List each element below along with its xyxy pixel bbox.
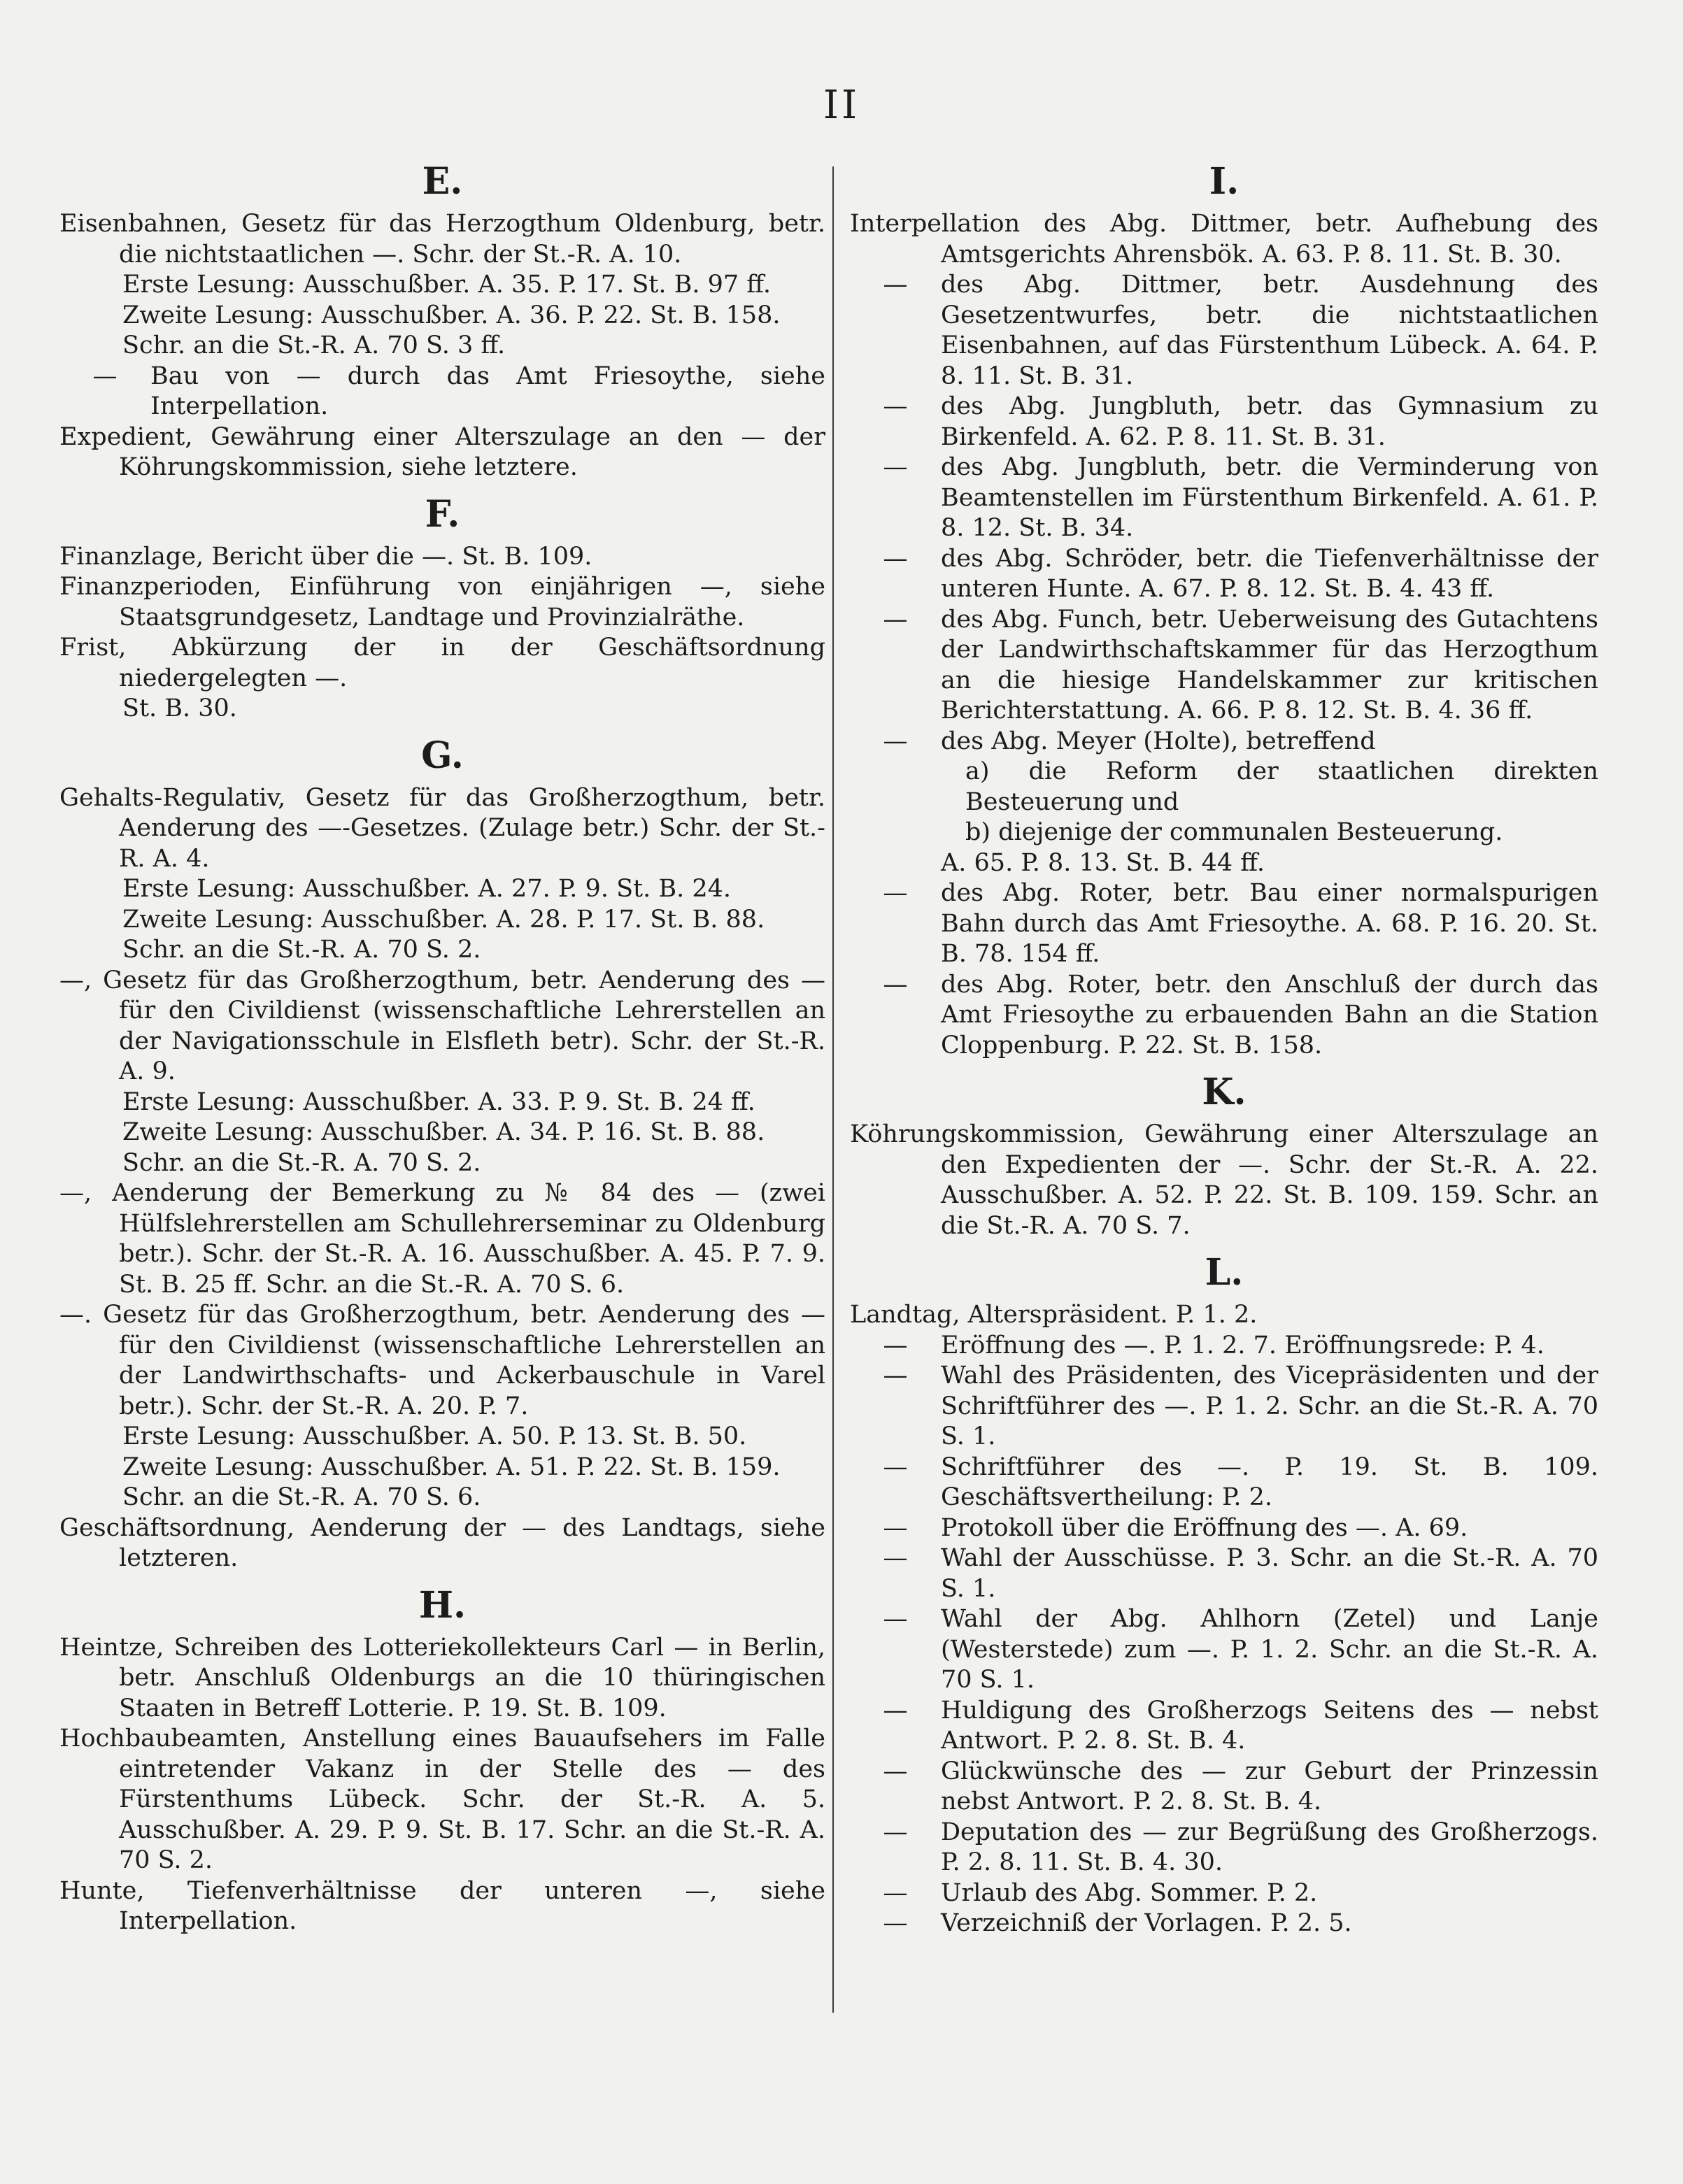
entry-dash: — <box>883 605 908 634</box>
entry-text: Wahl des Präsidenten, des Vicepräsidenten und der Schriftführer des —. P. 1. 2. Schr. an die St.-R. A. 70 S. 1. <box>941 1362 1598 1450</box>
entry-dash: — <box>883 1453 908 1481</box>
entry-finanzlage: Finanzlage, Bericht über die —. St. B. 109. <box>59 542 592 571</box>
entry-landtag-eroeffnung <box>850 1331 1598 1362</box>
entry-landtag-schriftfuehrer <box>850 1453 1598 1513</box>
entry-gehalts-first-reading-2: Erste Lesung: Ausschußber. A. 33. P. 9. St. B. 24 ff. <box>122 1087 755 1116</box>
entry-dash: — <box>883 727 908 755</box>
entry-frist: Frist, Abkürzung der in der Geschäftsordnung niedergelegten —. <box>59 634 825 692</box>
entry-gehalts-regulativ: Gehalts-Regulativ, Gesetz für das Großherzogthum, betr. Aenderung des —-Gesetzes. (Zulage betr.) Schr. der St.-R. A. 4. <box>59 783 825 873</box>
entry-text: Deputation des — zur Begrüßung des Großherzogs. P. 2. 8. 11. St. B. 4. 30. <box>941 1818 1598 1876</box>
entry-text: des Abg. Jungbluth, betr. das Gymnasium zu Birkenfeld. A. 62. P. 8. 11. St. B. 31. <box>941 392 1598 451</box>
entry-text: des Abg. Funch, betr. Ueberweisung des Gutachtens der Landwirthschaftskammer für das Herzogthum an die hiesige Handelskammer zur kritischen Berichterstattung. A. 66. P. 8. 12. St. B. 4. 36 ff. <box>941 605 1598 725</box>
entry-landtag-wahl-ausschuesse <box>850 1543 1598 1604</box>
entry-text: des Abg. Meyer (Holte), betreffend <box>941 727 1376 755</box>
entry-koehrungskommission: Köhrungskommission, Gewährung einer Alterszulage an den Expedienten der —. Schr. der St.-R. A. 22. Ausschußber. A. 52. P. 22. St. B. 109. 159. Schr. an die St.-R. A. 70 S. 7. <box>850 1120 1598 1240</box>
entry-landtag-glueckwuensche <box>850 1757 1598 1818</box>
entry-interpellation-meyer-a: a) die Reform der staatlichen direkten Besteuerung und <box>965 757 1598 816</box>
column-divider <box>832 166 834 2013</box>
entry-dash: — <box>883 1909 908 1937</box>
entry-landtag-urlaub <box>850 1878 1598 1909</box>
entry-dash: — <box>883 1818 908 1846</box>
entry-text: Eröffnung des —. P. 1. 2. 7. Eröffnungsrede: P. 4. <box>941 1331 1544 1359</box>
entry-gehalts-schr-2: Schr. an die St.-R. A. 70 S. 2. <box>122 1148 481 1177</box>
entry-dash: — <box>883 1331 908 1359</box>
entry-landtag-huldigung <box>850 1696 1598 1757</box>
entry-text: des Abg. Dittmer, betr. Ausdehnung des Gesetzentwurfes, betr. die nichtstaatlichen Eisenbahnen, auf das Fürstenthum Lübeck. A. 64. P. 8. 11. St. B. 31. <box>941 271 1598 390</box>
entry-geschaeftsordnung: Geschäftsordnung, Aenderung der — des Landtags, siehe letzteren. <box>59 1513 825 1572</box>
entry-text: des Abg. Roter, betr. den Anschluß der durch das Amt Friesoythe zu erbauenden Bahn an die Station Cloppenburg. P. 22. St. B. 158. <box>941 970 1598 1059</box>
entry-interpellation-jungbluth-1 <box>850 392 1598 452</box>
entry-gehalts-second-reading: Zweite Lesung: Ausschußber. A. 28. P. 17. St. B. 88. <box>122 905 765 934</box>
entry-text: Glückwünsche des — zur Geburt der Prinzessin nebst Antwort. P. 2. 8. St. B. 4. <box>941 1757 1598 1815</box>
entry-interpellation-meyer <box>850 727 1598 757</box>
section-letter-e: E. <box>422 160 463 203</box>
entry-landtag: Landtag, Alterspräsident. P. 1. 2. <box>850 1301 1258 1329</box>
entry-text: Verzeichniß der Vorlagen. P. 2. 5. <box>941 1909 1352 1937</box>
entry-eisenbahnen-bau <box>59 362 825 422</box>
entry-dash: — <box>883 392 908 420</box>
entry-landtag-deputation <box>850 1818 1598 1878</box>
entry-interpellation-dittmer-1: Interpellation des Abg. Dittmer, betr. Aufhebung des Amtsgerichts Ahrensbök. A. 63. P. 8. 11. St. B. 30. <box>850 210 1598 269</box>
entry-gehalts-first-reading-3: Erste Lesung: Ausschußber. A. 50. P. 13. St. B. 50. <box>122 1422 747 1450</box>
entry-gehalts-schr: Schr. an die St.-R. A. 70 S. 2. <box>122 936 481 964</box>
entry-text: des Abg. Jungbluth, betr. die Verminderung von Beamtenstellen im Fürstenthum Birkenfeld. A. 61. P. 8. 12. St. B. 34. <box>941 453 1598 542</box>
entry-dash: — <box>883 1544 908 1572</box>
entry-dash: — <box>883 1362 908 1390</box>
entry-interpellation-schroeder <box>850 544 1598 605</box>
entry-text: des Abg. Roter, betr. Bau einer normalspurigen Bahn durch das Amt Friesoythe. A. 68. P. 16. 20. St. B. 78. 154 ff. <box>941 879 1598 968</box>
entry-text: des Abg. Schröder, betr. die Tiefenverhältnisse der unteren Hunte. A. 67. P. 8. 12. St. B. 4. 43 ff. <box>941 544 1598 603</box>
entry-dash: — <box>883 544 908 573</box>
section-letter-f: F. <box>425 492 460 536</box>
entry-gehalts-second-reading-3: Zweite Lesung: Ausschußber. A. 51. P. 22. St. B. 159. <box>122 1453 781 1481</box>
entry-heintze: Heintze, Schreiben des Lotteriekollekteurs Carl — in Berlin, betr. Anschluß Oldenburgs an die 10 thüringischen Staaten in Betreff Lotterie. P. 19. St. B. 109. <box>59 1633 825 1722</box>
entry-text: Urlaub des Abg. Sommer. P. 2. <box>941 1878 1318 1907</box>
entry-dash: — <box>883 970 908 999</box>
entry-text: Wahl der Ausschüsse. P. 3. Schr. an die St.-R. A. 70 S. 1. <box>941 1544 1598 1603</box>
entry-text: Protokoll über die Eröffnung des —. A. 69. <box>941 1513 1468 1542</box>
entry-expedient: Expedient, Gewährung einer Alterszulage an den — der Köhrungskommission, siehe letztere. <box>59 422 825 481</box>
entry-text: Wahl der Abg. Ahlhorn (Zetel) und Lanje (Westerstede) zum —. P. 1. 2. Schr. an die St.-R. A. 70 S. 1. <box>941 1605 1598 1694</box>
entry-dash: — <box>883 1513 908 1542</box>
entry-dash: — <box>883 1696 908 1725</box>
entry-text: Huldigung des Großherzogs Seitens des — nebst Antwort. P. 2. 8. St. B. 4. <box>941 1696 1598 1755</box>
entry-gehalts-first-reading: Erste Lesung: Ausschußber. A. 27. P. 9. St. B. 24. <box>122 875 731 903</box>
entry-interpellation-meyer-b: b) diejenige der communalen Besteuerung. <box>965 818 1503 846</box>
entry-eisenbahnen: Eisenbahnen, Gesetz für das Herzogthum Oldenburg, betr. die nichtstaatlichen —. Schr. der St.-R. A. 10. <box>59 210 825 269</box>
entry-interpellation-roter-2 <box>850 970 1598 1062</box>
entry-interpellation-dittmer-2 <box>850 270 1598 392</box>
entry-finanzperioden: Finanzperioden, Einführung von einjährigen —, siehe Staatsgrundgesetz, Landtage und Provinzialräthe. <box>59 573 825 631</box>
entry-dash: — <box>92 362 118 390</box>
section-letter-l: L. <box>1205 1251 1244 1294</box>
entry-interpellation-meyer-ref: A. 65. P. 8. 13. St. B. 44 ff. <box>941 848 1265 877</box>
entry-frist-ref: St. B. 30. <box>122 694 237 722</box>
left-column <box>59 150 825 1937</box>
page-number: II <box>823 83 860 128</box>
entry-hochbaubeamten: Hochbaubeamten, Anstellung eines Bauaufsehers im Falle eintretender Vakanz in der Stelle des — des Fürstenthums Lübeck. Schr. der St.-R. A. 5. Ausschußber. A. 29. P. 9. St. B. 17. Schr. an die St.-R. A. 70 S. 2. <box>59 1725 825 1874</box>
entry-eisenbahnen-schr: Schr. an die St.-R. A. 70 S. 3 ff. <box>122 331 506 359</box>
entry-eisenbahnen-first-reading: Erste Lesung: Ausschußber. A. 35. P. 17. St. B. 97 ff. <box>122 271 772 299</box>
entry-text: Schriftführer des —. P. 19. St. B. 109. Geschäftsvertheilung: P. 2. <box>941 1453 1598 1511</box>
section-letter-k: K. <box>1202 1071 1247 1113</box>
entry-hunte: Hunte, Tiefenverhältnisse der unteren —, siehe Interpellation. <box>59 1876 825 1935</box>
entry-dash: — <box>883 1605 908 1633</box>
entry-gehalts-ackerbauschule: —. Gesetz für das Großherzogthum, betr. Aenderung des — für den Civildienst (wissenschaftliche Lehrerstellen an der Landwirthschafts- und Ackerbauschule in Varel betr.). Schr. der St.-R. A. 20. P. 7. <box>59 1301 825 1420</box>
entry-landtag-protokoll <box>850 1513 1598 1544</box>
entry-text: Bau von — durch das Amt Friesoythe, siehe Interpellation. <box>150 362 825 420</box>
entry-interpellation-roter-1 <box>850 878 1598 970</box>
entry-eisenbahnen-second-reading: Zweite Lesung: Ausschußber. A. 36. P. 22. St. B. 158. <box>122 301 781 329</box>
entry-dash: — <box>883 879 908 907</box>
entry-gehalts-schullehrerseminar: —, Aenderung der Bemerkung zu № 84 des — (zwei Hülfslehrerstellen am Schullehrerseminar zu Oldenburg betr.). Schr. der St.-R. A. 16. Ausschußber. A. 45. P. 7. 9. St. B. 25 ff. Schr. an die St.-R. A. 70 S. 6. <box>59 1179 825 1299</box>
section-letter-h: H. <box>418 1583 467 1627</box>
entry-landtag-verzeichniss <box>850 1908 1598 1939</box>
entry-gehalts-schr-3: Schr. an die St.-R. A. 70 S. 6. <box>122 1483 481 1511</box>
entry-landtag-wahl-praesident <box>850 1361 1598 1453</box>
entry-dash: — <box>883 453 908 481</box>
entry-landtag-wahl-abg <box>850 1604 1598 1696</box>
entry-interpellation-jungbluth-2 <box>850 452 1598 544</box>
entry-gehalts-navigationsschule: —, Gesetz für das Großherzogthum, betr. Aenderung des — für den Civildienst (wissenschaftliche Lehrerstellen an der Navigationsschule in Elsfleth betr). Schr. der St.-R. A. 9. <box>59 966 825 1085</box>
right-column <box>850 150 1598 1939</box>
entry-dash: — <box>883 271 908 299</box>
entry-dash: — <box>883 1757 908 1785</box>
section-letter-g: G. <box>421 734 464 777</box>
entry-gehalts-second-reading-2: Zweite Lesung: Ausschußber. A. 34. P. 16. St. B. 88. <box>122 1118 765 1146</box>
section-letter-i: I. <box>1209 160 1240 203</box>
entry-interpellation-funch <box>850 605 1598 727</box>
entry-dash: — <box>883 1878 908 1907</box>
